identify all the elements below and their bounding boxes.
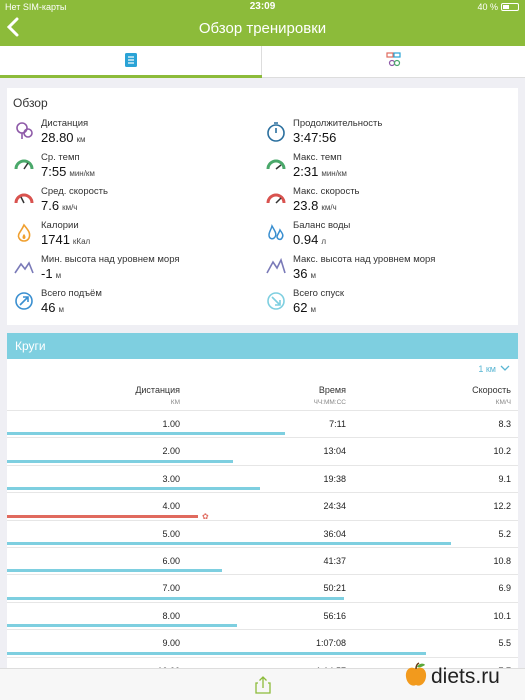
lap-row[interactable] xyxy=(7,520,518,547)
metric-unit: л xyxy=(321,237,326,246)
clock: 23:09 xyxy=(249,1,276,12)
col-distance-unit: КМ xyxy=(170,399,180,406)
stopwatch-icon xyxy=(265,120,287,142)
chevron-down-icon xyxy=(500,364,510,374)
metric-unit: мин/км xyxy=(321,169,347,178)
metric-max-altitude xyxy=(265,254,515,286)
top-bar xyxy=(0,0,525,46)
col-speed-header: Скорость xyxy=(472,385,511,395)
lap-time: 56:16 xyxy=(323,610,346,621)
lap-time: 13:04 xyxy=(323,446,346,457)
view-tabs xyxy=(0,46,525,78)
metric-unit: км xyxy=(76,135,86,144)
overview-title: Обзор xyxy=(13,96,48,110)
lap-pace-bar xyxy=(7,515,198,518)
metric-unit: мин/км xyxy=(69,169,95,178)
battery-indicator xyxy=(477,2,519,12)
ascent-arrow-icon xyxy=(13,290,35,312)
lap-row[interactable] xyxy=(7,465,518,492)
lap-pace-bar xyxy=(7,460,233,463)
laps-table xyxy=(7,359,518,700)
lap-speed: 9.1 xyxy=(498,473,511,484)
flame-icon xyxy=(13,222,35,244)
tab-summary[interactable] xyxy=(0,46,262,78)
speed-gauge-icon xyxy=(13,188,35,210)
metric-number: -1 xyxy=(41,266,53,281)
lap-row[interactable] xyxy=(7,574,518,601)
water-drops-icon xyxy=(265,222,287,244)
overview-card xyxy=(7,88,518,325)
metric-stopwatch xyxy=(265,118,515,150)
lap-distance: 6.00 xyxy=(162,556,180,566)
max-altitude-icon xyxy=(265,256,287,278)
max-pace-gauge-icon xyxy=(265,154,287,176)
lap-time: 36:04 xyxy=(323,528,346,539)
metric-unit: м xyxy=(58,305,64,314)
metric-speed-gauge xyxy=(13,186,263,218)
metric-label: Калории xyxy=(41,220,79,231)
lap-row[interactable] xyxy=(7,492,518,519)
lap-row[interactable] xyxy=(7,437,518,464)
metric-unit: км/ч xyxy=(62,203,78,212)
lap-distance: 2.00 xyxy=(162,446,180,457)
metric-number: 1741 xyxy=(41,232,70,247)
metric-label: Макс. скорость xyxy=(293,186,360,197)
lap-distance: 4.00 xyxy=(162,501,180,512)
lap-distance: 9.00 xyxy=(162,638,180,649)
slowest-lap-marker-icon: ✿ xyxy=(202,511,209,521)
col-speed-unit: КМ/Ч xyxy=(495,399,511,406)
battery-icon xyxy=(501,3,519,11)
lap-pace-bar xyxy=(7,652,426,655)
metric-unit: м xyxy=(310,271,316,280)
metric-value xyxy=(293,164,347,179)
metric-number: 3:47:56 xyxy=(293,130,337,145)
metric-descent-arrow xyxy=(265,288,515,320)
watermark-logo xyxy=(404,660,500,694)
metric-label: Всего спуск xyxy=(293,288,344,299)
metric-label: Макс. темп xyxy=(293,152,342,163)
lap-time: 41:37 xyxy=(323,556,346,566)
metric-water-drops xyxy=(265,220,515,252)
lap-unit-dropdown[interactable] xyxy=(478,364,510,374)
metric-value xyxy=(293,300,316,315)
col-distance-header: Дистанция xyxy=(135,385,180,395)
pace-gauge-icon xyxy=(13,154,35,176)
metric-number: 23.8 xyxy=(293,198,319,213)
active-tab-indicator xyxy=(0,75,262,78)
metric-number: 46 xyxy=(41,300,56,315)
status-bar xyxy=(0,0,525,14)
metric-value xyxy=(41,164,95,179)
lap-distance: 1.00 xyxy=(162,419,180,429)
lap-row[interactable] xyxy=(7,410,518,437)
metric-label: Ср. темп xyxy=(41,152,80,163)
lap-time: 50:21 xyxy=(323,583,346,594)
lap-pace-bar xyxy=(7,624,237,627)
metric-number: 0.94 xyxy=(293,232,319,247)
share-icon[interactable] xyxy=(255,676,271,694)
lap-unit-value: 1 км xyxy=(478,364,496,374)
apple-logo-icon xyxy=(404,662,428,693)
lap-pace-bar xyxy=(7,487,260,490)
metric-max-speed-gauge xyxy=(265,186,515,218)
metric-value xyxy=(41,130,86,145)
max-speed-gauge-icon xyxy=(265,188,287,210)
metric-value xyxy=(41,300,64,315)
lap-pace-bar xyxy=(7,569,222,572)
metric-number: 36 xyxy=(293,266,308,281)
metric-label: Дистанция xyxy=(41,118,89,129)
lap-time: 1:07:08 xyxy=(315,638,346,649)
metric-unit: м xyxy=(55,271,62,280)
lap-speed: 10.8 xyxy=(493,556,511,566)
lap-distance: 8.00 xyxy=(162,610,180,621)
watermark-text: diets.ru xyxy=(431,665,500,688)
lap-time: 19:38 xyxy=(323,473,346,484)
lap-row[interactable] xyxy=(7,602,518,629)
lap-speed: 10.2 xyxy=(493,446,511,457)
lap-pace-bar xyxy=(7,542,451,545)
metric-value xyxy=(293,130,339,145)
metric-value xyxy=(293,232,326,247)
metric-label: Всего подъём xyxy=(41,288,102,299)
metric-unit: кКал xyxy=(72,237,91,246)
col-time-header: Время xyxy=(318,385,346,395)
metric-pace-gauge xyxy=(13,152,263,184)
battery-percent: 40 % xyxy=(477,2,498,12)
laps-title: Круги xyxy=(15,339,46,353)
metric-value xyxy=(293,198,337,213)
metric-value xyxy=(41,266,61,281)
metric-label: Продолжительность xyxy=(293,118,383,129)
metric-distance-pin xyxy=(13,118,263,150)
col-time-unit: ЧЧ:ММ:СС xyxy=(313,399,346,406)
metric-label: Баланс воды xyxy=(293,220,351,231)
metric-number: 28.80 xyxy=(41,130,74,145)
lap-speed: 10.1 xyxy=(493,610,511,621)
lap-row[interactable] xyxy=(7,629,518,656)
metric-label: Сред. скорость xyxy=(41,186,108,197)
lap-row[interactable] xyxy=(7,547,518,574)
lap-speed: 5.2 xyxy=(498,528,511,539)
metric-unit: м xyxy=(310,305,316,314)
metric-label: Мин. высота над уровнем моря xyxy=(41,254,180,265)
tab-charts[interactable] xyxy=(263,46,525,78)
lap-time: 24:34 xyxy=(323,501,346,512)
metric-ascent-arrow xyxy=(13,288,263,320)
metric-number: 2:31 xyxy=(293,164,319,179)
metric-number: 7.6 xyxy=(41,198,60,213)
lap-distance: 7.00 xyxy=(162,583,180,594)
metric-max-pace-gauge xyxy=(265,152,515,184)
metric-min-altitude xyxy=(13,254,263,286)
metric-label: Макс. высота над уровнем моря xyxy=(293,254,436,265)
lap-speed: 6.9 xyxy=(498,583,511,594)
carrier-label: Нет SIM-карты xyxy=(5,2,67,12)
lap-distance: 3.00 xyxy=(162,473,180,484)
metric-number: 7:55 xyxy=(41,164,67,179)
lap-distance: 5.00 xyxy=(162,528,180,539)
descent-arrow-icon xyxy=(265,290,287,312)
lap-speed: 5.5 xyxy=(498,638,511,649)
lap-pace-bar xyxy=(7,597,344,600)
page-title: Обзор тренировки xyxy=(198,20,327,37)
lap-pace-bar xyxy=(7,432,285,435)
laps-header xyxy=(7,333,518,359)
metric-value xyxy=(293,266,316,281)
metric-number: 62 xyxy=(293,300,308,315)
distance-pin-icon xyxy=(13,120,35,142)
charts-icon xyxy=(386,52,402,73)
lap-time: 7:11 xyxy=(329,419,346,429)
metric-value xyxy=(41,232,90,247)
lap-speed: 12.2 xyxy=(493,501,511,512)
metric-unit: км/ч xyxy=(321,203,337,212)
metric-value xyxy=(41,198,77,213)
min-altitude-icon xyxy=(13,256,35,278)
lap-speed: 8.3 xyxy=(498,419,511,429)
list-document-icon xyxy=(125,53,137,72)
metric-flame xyxy=(13,220,263,252)
